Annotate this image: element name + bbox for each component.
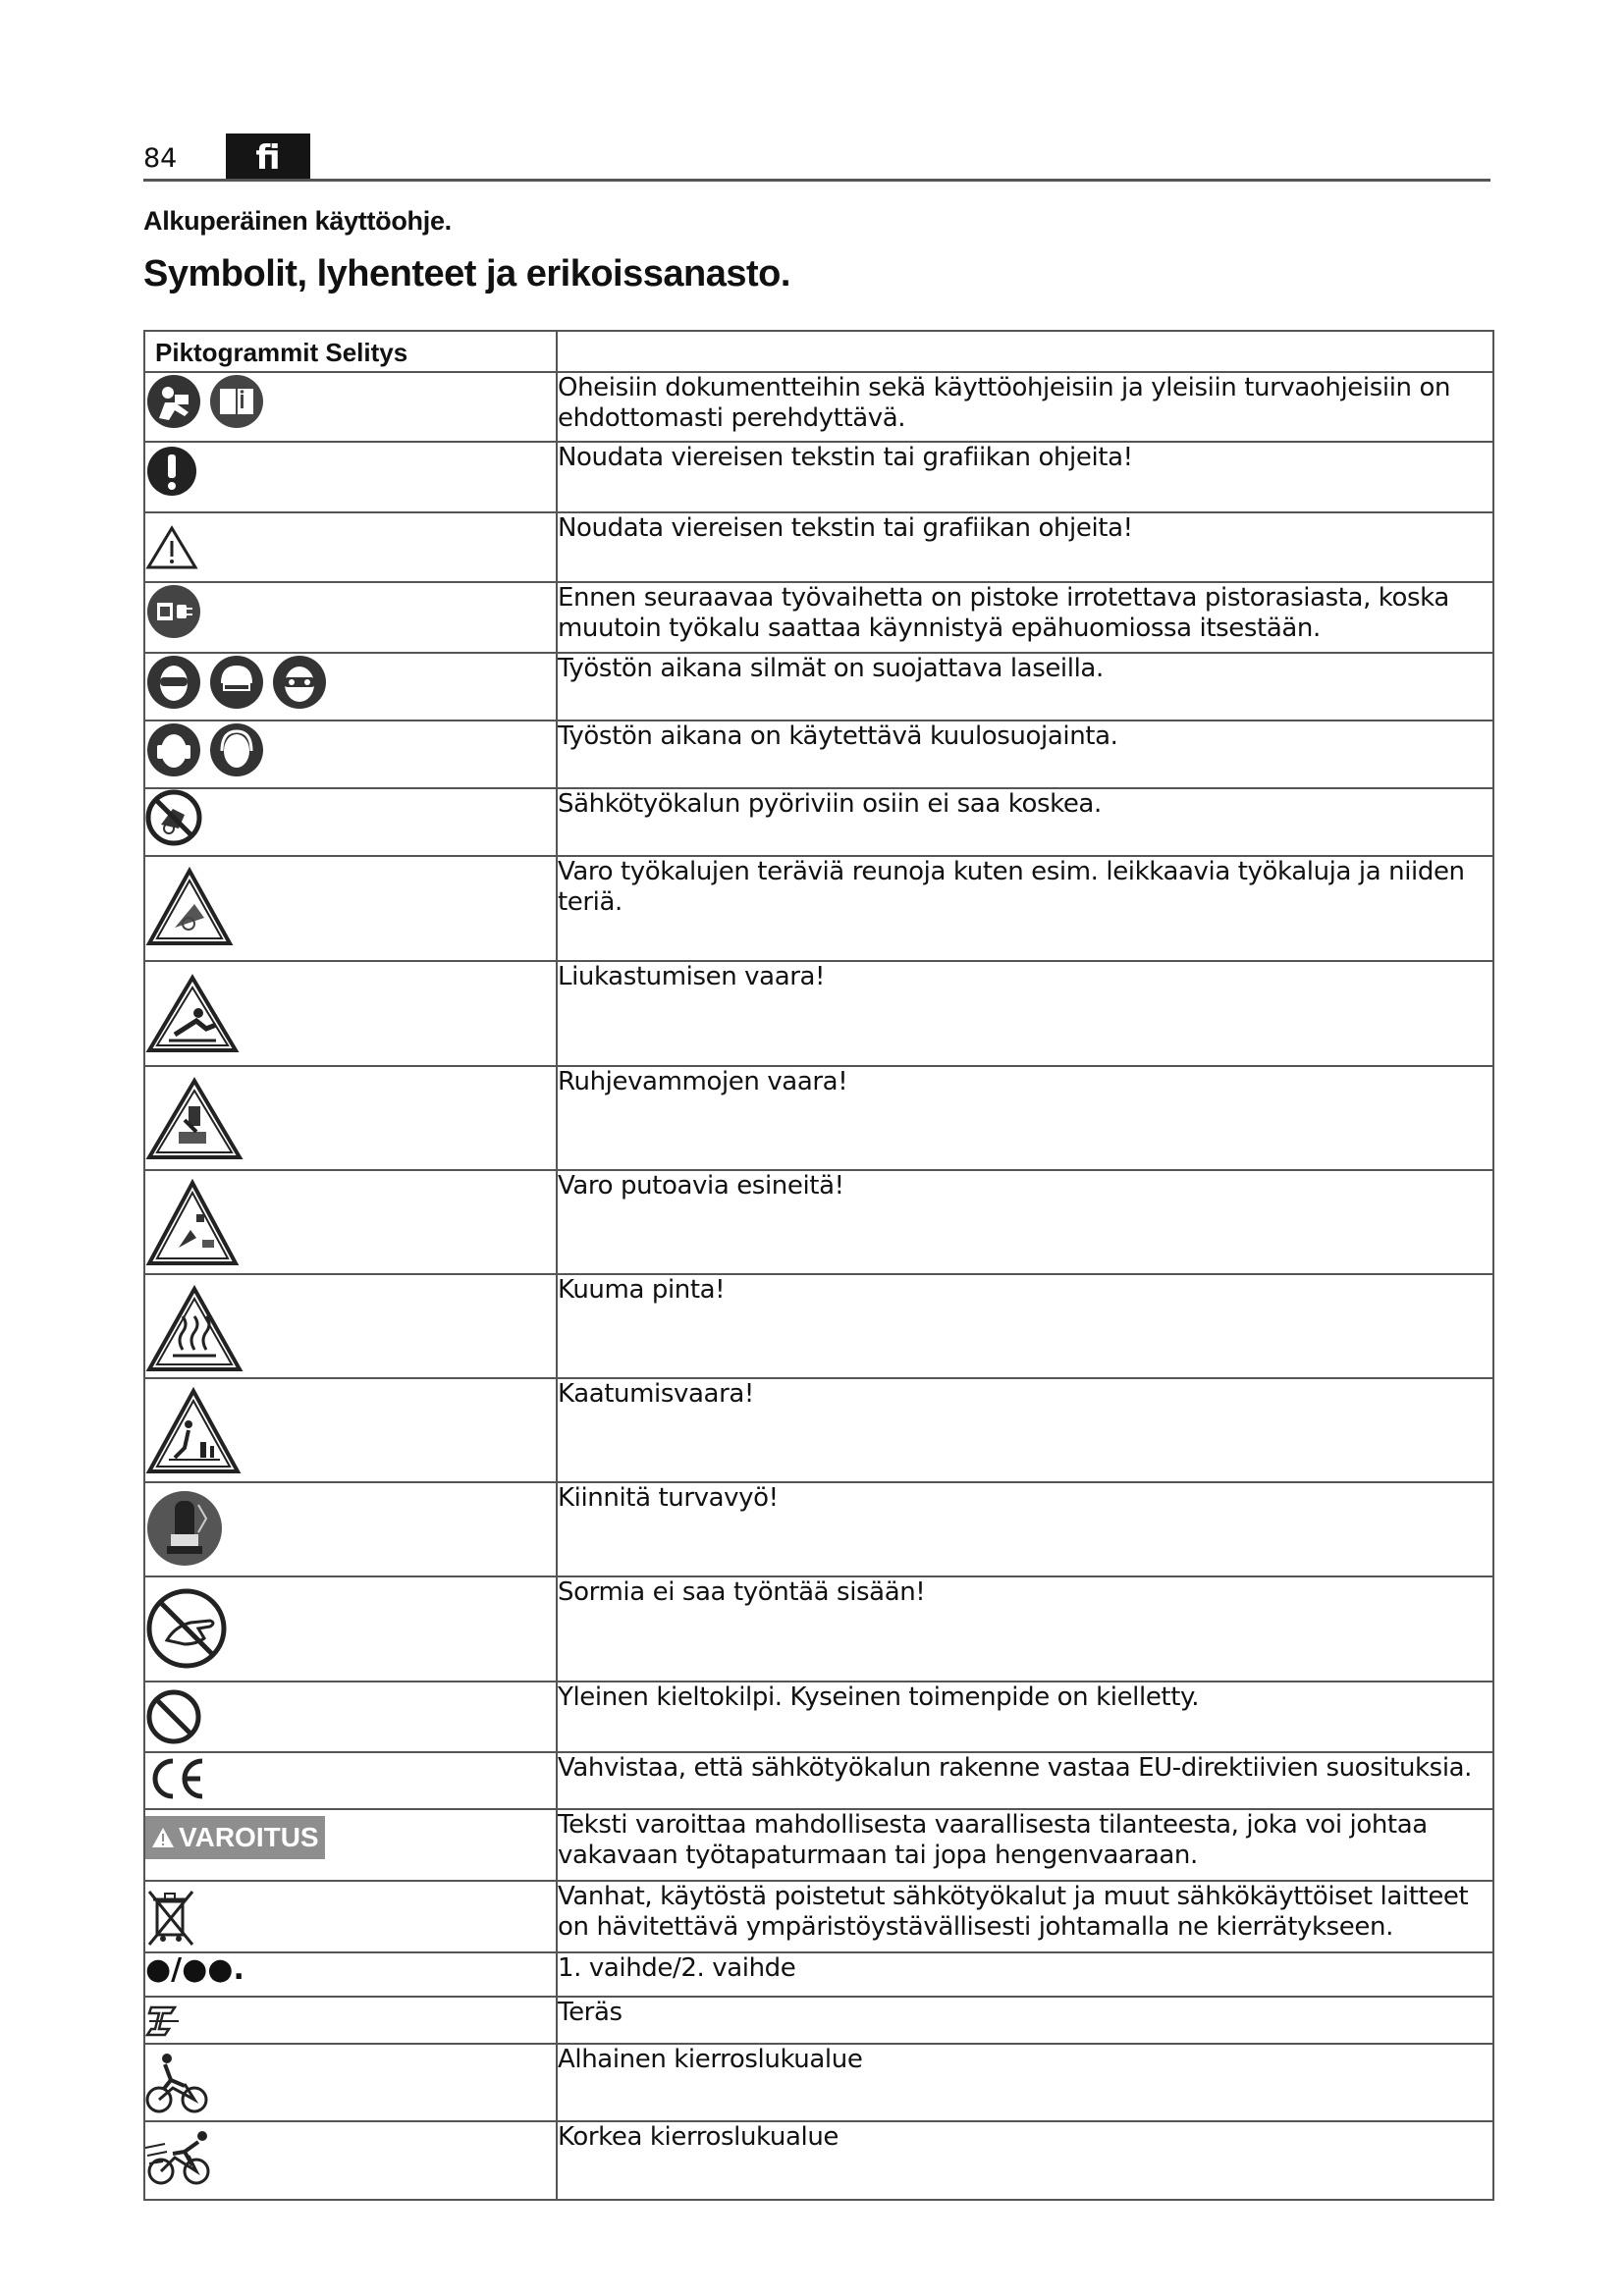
low-speed-bike-icon xyxy=(145,2051,210,2115)
ce-mark-icon xyxy=(145,1755,208,1802)
table-row xyxy=(144,653,1493,721)
document-subtitle: Alkuperäinen käyttöohje. xyxy=(143,206,452,236)
row-text: Korkea kierroslukualue xyxy=(557,2121,1493,2200)
row-text: Alhainen kierroslukualue xyxy=(557,2044,1493,2121)
row-text: Työstön aikana on käytettävä kuulosuojainta. xyxy=(557,721,1493,788)
ear-protection-icon xyxy=(145,721,202,778)
table-row xyxy=(144,1482,1493,1576)
table-row xyxy=(144,1378,1493,1482)
table-row xyxy=(144,2044,1493,2121)
manual-book-icon xyxy=(208,373,265,430)
row-text: Varo työkalujen teräviä reunoja kuten esim. leikkaavia työkaluja ja niiden teriä. xyxy=(557,856,1493,961)
header-rule xyxy=(143,179,1490,182)
table-row xyxy=(144,856,1493,961)
warning-badge-icon xyxy=(151,1827,175,1848)
crossed-bin-icon xyxy=(145,1888,196,1949)
read-manual-icon xyxy=(145,373,202,430)
table-row xyxy=(144,1809,1493,1881)
row-text: Vanhat, käytöstä poistetut sähkötyökalut ja muut sähkökäyttöiset laitteet on hävitettävä ympäristöystävällisesti johtamalla ne kierrätykseen. xyxy=(557,1881,1493,1952)
table-row xyxy=(144,442,1493,512)
falling-objects-warning-icon xyxy=(145,1179,240,1267)
language-tab: fi xyxy=(226,133,310,179)
table-row xyxy=(144,582,1493,653)
table-row xyxy=(144,721,1493,788)
table-row xyxy=(144,512,1493,582)
slip-warning-icon xyxy=(145,974,240,1054)
header-pictograms: Piktogrammit Selitys xyxy=(144,331,557,372)
row-text: Oheisiin dokumentteihin sekä käyttöohjeisiin ja yleisiin turvaohjeisiin on ehdottomasti perehdyttävä. xyxy=(557,372,1493,442)
safety-belt-icon xyxy=(145,1489,224,1568)
ear-muffs-icon xyxy=(208,721,265,778)
table-header-row xyxy=(144,331,1493,372)
table-row xyxy=(144,1682,1493,1752)
table-row xyxy=(144,961,1493,1066)
steel-icon xyxy=(145,2003,185,2039)
row-text: Noudata viereisen tekstin tai grafiikan ohjeita! xyxy=(557,442,1493,512)
crush-warning-icon xyxy=(145,1077,244,1161)
table-row xyxy=(144,788,1493,856)
helmet-visor-icon xyxy=(208,654,265,711)
page-title: Symbolit, lyhenteet ja erikoissanasto. xyxy=(143,253,790,294)
row-text: Ennen seuraavaa työvaihetta on pistoke irrotettava pistorasiasta, koska muutoin työkalu saattaa käynnistyä epähuomiossa itsestään. xyxy=(557,582,1493,653)
row-text: Sormia ei saa työntää sisään! xyxy=(557,1576,1493,1682)
row-text: Kuuma pinta! xyxy=(557,1274,1493,1378)
row-text: Noudata viereisen tekstin tai grafiikan ohjeita! xyxy=(557,512,1493,582)
row-text: Teräs xyxy=(557,1997,1493,2044)
warning-badge xyxy=(145,1816,325,1859)
symbols-table xyxy=(143,330,1494,2201)
table-row xyxy=(144,1952,1493,1997)
table-row xyxy=(144,1170,1493,1274)
row-text: Yleinen kieltokilpi. Kyseinen toimenpide on kielletty. xyxy=(557,1682,1493,1752)
table-row xyxy=(144,1274,1493,1378)
row-text: Sähkötyökalun pyöriviin osiin ei saa koskea. xyxy=(557,788,1493,856)
warning-badge-label: VAROITUS xyxy=(179,1822,319,1852)
row-text: Kaatumisvaara! xyxy=(557,1378,1493,1482)
warning-triangle-icon xyxy=(145,525,198,570)
table-row xyxy=(144,1066,1493,1170)
table-row xyxy=(144,1576,1493,1682)
sharp-edges-warning-icon xyxy=(145,867,234,947)
row-text: Vahvistaa, että sähkötyökalun rakenne vastaa EU-direktiivien suosituksia. xyxy=(557,1752,1493,1809)
row-text: Varo putoavia esineitä! xyxy=(557,1170,1493,1274)
row-text: 1. vaihde/2. vaihde xyxy=(557,1952,1493,1997)
row-text: Liukastumisen vaara! xyxy=(557,961,1493,1066)
header-explanation xyxy=(557,331,1493,372)
hot-surface-warning-icon xyxy=(145,1285,244,1373)
safety-goggles-icon xyxy=(271,654,328,711)
tip-over-warning-icon xyxy=(145,1387,242,1475)
unplug-icon xyxy=(145,583,202,640)
high-speed-bike-icon xyxy=(145,2128,218,2187)
page-header xyxy=(143,133,1490,181)
no-touch-rotating-icon xyxy=(145,789,202,846)
prohibition-icon xyxy=(145,1688,202,1745)
row-text: Kiinnitä turvavyö! xyxy=(557,1482,1493,1576)
table-row xyxy=(144,2121,1493,2200)
table-row xyxy=(144,372,1493,442)
page-number: 84 xyxy=(143,143,178,174)
row-text: Työstön aikana silmät on suojattava laseilla. xyxy=(557,653,1493,721)
face-shield-icon xyxy=(145,654,202,711)
table-row xyxy=(144,1752,1493,1809)
row-text: Ruhjevammojen vaara! xyxy=(557,1066,1493,1170)
table-row xyxy=(144,1997,1493,2044)
table-row xyxy=(144,1881,1493,1952)
gear-dots-icon: ●/●●. xyxy=(145,1952,244,1987)
exclamation-icon xyxy=(145,443,198,500)
row-text: Teksti varoittaa mahdollisesta vaarallisesta tilanteesta, joka voi johtaa vakavaan työtapaturmaan tai jopa hengenvaaraan. xyxy=(557,1809,1493,1881)
no-fingers-icon xyxy=(145,1587,228,1670)
